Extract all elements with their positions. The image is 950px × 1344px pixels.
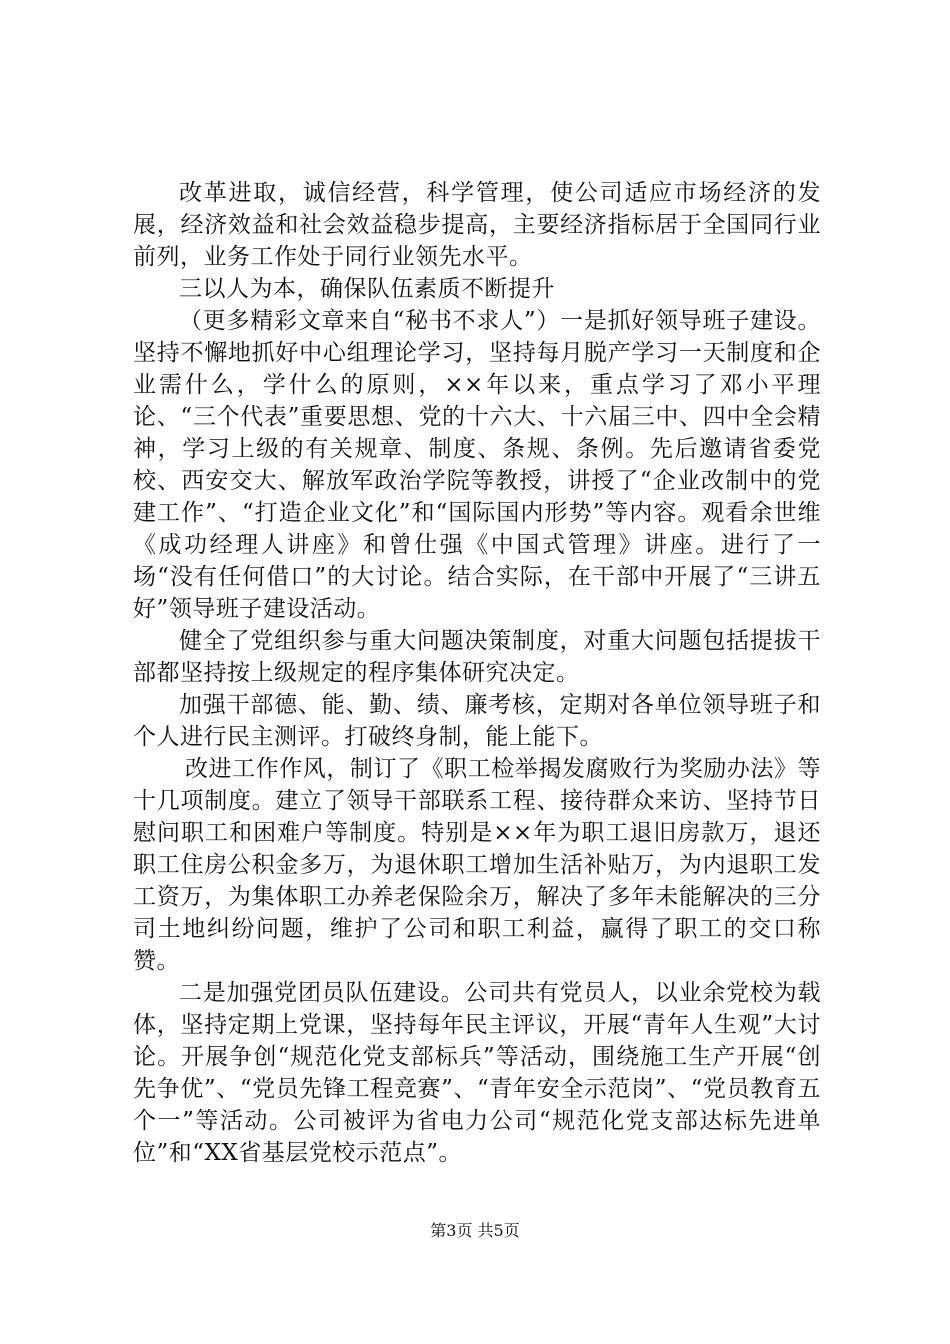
paragraph-leadership: （更多精彩文章来自“秘书不求人”）一是抓好领导班子建设。坚持不懈地抓好中心组理论学习，坚持每月脱产学习一天制度和企业需什么，学什么的原则，××年以来，重点学习了邓小平理论、“三个代表”重要思想、党的十六大、十六届三中、四中全会精神，学习上级的有关规章、制度、条规、条例。先后邀请省委党校、西安交大、解放军政治学院等教授，讲授了“企业改制中的党建工作”、“打造企业文化”和“国际国内形势”等内容。观看余世维《成功经理人讲座》和曾仕强《中国式管理》讲座。进行了一场“没有任何借口”的大讨论。结合实际，在干部中开展了“三讲五好”领导班子建设活动。: [133, 308, 821, 622]
page-number-footer: 第3页 共5页: [430, 1221, 520, 1240]
paragraph-cadre-assessment: 加强干部德、能、勤、绩、廉考核，定期对各单位领导班子和个人进行民主测评。打破终身制，能上能下。: [133, 692, 821, 750]
paragraph-decision-system: 健全了党组织参与重大问题决策制度，对重大问题包括提拔干部都坚持按上级规定的程序集体研究决定。: [133, 628, 821, 686]
section-heading-people-first: 三以人为本，确保队伍素质不断提升: [179, 276, 555, 302]
document-body: [133, 177, 821, 1169]
paragraph-party-members: 二是加强党团员队伍建设。公司共有党员人，以业余党校为载体，坚持定期上党课，坚持每年民主评议，开展“青年人生观”大讨论。开展争创“规范化党支部标兵”等活动，围绕施工生产开展“创先争优”、“党员先锋工程竞赛”、“青年安全示范岗”、“党员教育五个一”等活动。公司被评为省电力公司“规范化党支部达标先进单位”和“XX省基层党校示范点”。: [133, 980, 821, 1166]
paragraph-work-style: 改进工作作风，制订了《职工检举揭发腐败行为奖励办法》等十几项制度。建立了领导干部联系工程、接待群众来访、坚持节日慰问职工和困难户等制度。特别是××年为职工退旧房款万，退还职工住房公积金多万，为退休职工增加生活补贴万，为内退职工发工资万，为集体职工办养老保险余万，解决了多年未能解决的三分司土地纠纷问题，维护了公司和职工利益，赢得了职工的交口称赞。: [133, 756, 821, 974]
paragraph-reform: 改革进取，诚信经营，科学管理，使公司适应市场经济的发展，经济效益和社会效益稳步提高，主要经济指标居于全国同行业前列，业务工作处于同行业领先水平。: [133, 180, 821, 270]
